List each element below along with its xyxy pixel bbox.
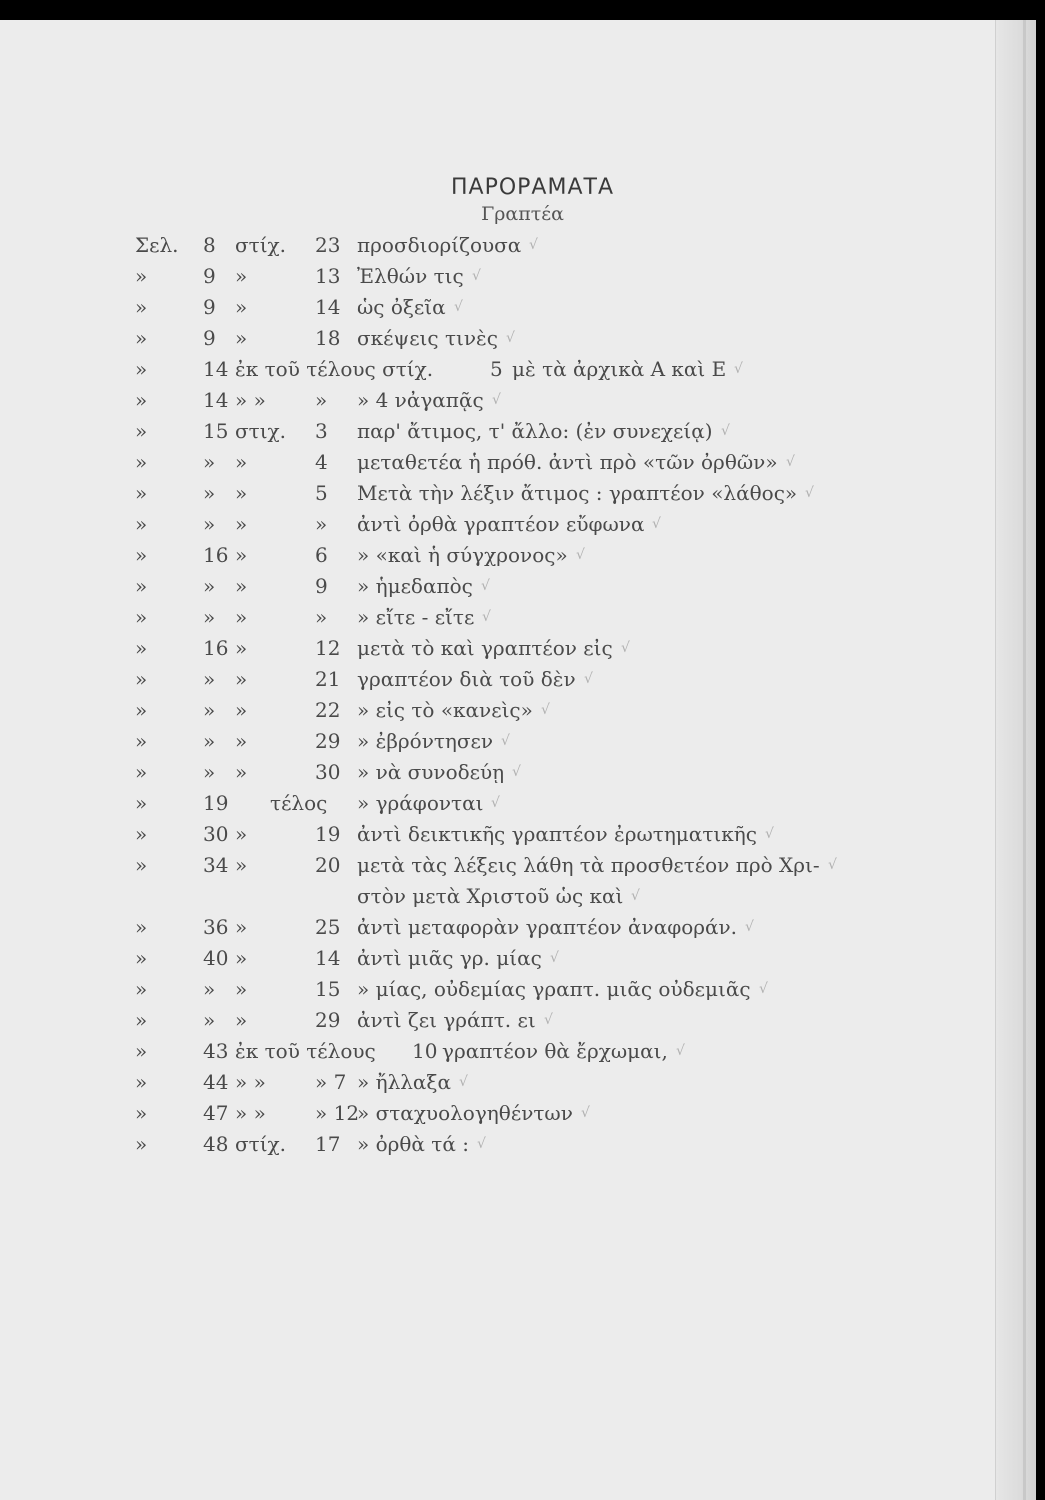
errata-col-c3: » » [235, 388, 266, 412]
errata-col-c1: » [135, 512, 148, 536]
errata-correction: » νὰ συνοδεύῃ [357, 760, 505, 784]
errata-col-c2: » [203, 512, 216, 536]
errata-col-c1: » [135, 853, 148, 877]
errata-correction: σκέψεις τινὲς [357, 326, 498, 350]
errata-row [0, 943, 1045, 974]
errata-col-c3: » [235, 1008, 248, 1032]
errata-row [0, 478, 1045, 509]
errata-col-c4: » 7 [315, 1070, 347, 1094]
errata-col-c1: » [135, 1132, 148, 1156]
errata-col-c2: 36 [203, 915, 229, 939]
errata-col-c3: » [235, 574, 248, 598]
check-mark-icon: √ [676, 1043, 685, 1059]
errata-col-c2: 14 [203, 388, 229, 412]
errata-row [0, 447, 1045, 478]
errata-col-c3: στίχ. [235, 233, 287, 257]
errata-col-c4: 9 [315, 574, 328, 598]
errata-correction: Μετὰ τὴν λέξιν ἄτιμος : γραπτέον «λάθος» [357, 481, 798, 505]
errata-col-c1: » [135, 1070, 148, 1094]
errata-col-c3: τέλος [270, 791, 328, 815]
errata-col-c3: » » [235, 1101, 266, 1125]
errata-row [0, 509, 1045, 540]
errata-col-c4: 4 [315, 450, 328, 474]
check-mark-icon: √ [491, 795, 500, 811]
errata-col-c1: » [135, 729, 148, 753]
errata-col-c2: 30 [203, 822, 229, 846]
errata-row [0, 292, 1045, 323]
errata-correction: » 4 νἀγαπᾷς [357, 388, 484, 412]
errata-col-c3: ἐκ τοῦ τέλους [235, 1039, 376, 1063]
errata-correction: παρ' ἄτιμος, τ' ἄλλο: (ἐν συνεχείᾳ) [357, 419, 713, 443]
errata-row [0, 602, 1045, 633]
errata-col-c3: » [235, 326, 248, 350]
errata-col-c4: 22 [315, 698, 341, 722]
errata-col-c1: » [135, 574, 148, 598]
check-mark-icon: √ [576, 547, 585, 563]
errata-col-c1: » [135, 1101, 148, 1125]
errata-row [0, 912, 1045, 943]
errata-col-c3: στιχ. [235, 419, 287, 443]
errata-col-c2: 9 [203, 326, 216, 350]
errata-col-c3: » [235, 605, 248, 629]
errata-col-c3: » [235, 760, 248, 784]
errata-col-c1: » [135, 698, 148, 722]
errata-row [0, 726, 1045, 757]
errata-row [0, 664, 1045, 695]
check-mark-icon: √ [544, 1012, 553, 1028]
errata-col-c2: 19 [203, 791, 229, 815]
errata-col-c4: 14 [315, 295, 341, 319]
errata-col-c4: 29 [315, 1008, 341, 1032]
errata-correction: » «καὶ ἡ σύγχρονος» [357, 543, 568, 567]
errata-col-c2: 15 [203, 419, 229, 443]
errata-col-c4: 12 [315, 636, 341, 660]
check-mark-icon: √ [734, 361, 743, 377]
errata-col-c4: 3 [315, 419, 328, 443]
errata-correction: προσδιορίζουσα [357, 233, 522, 257]
errata-correction: ὡς ὀξεῖα [357, 295, 446, 319]
errata-col-c4: 10 [412, 1039, 438, 1063]
errata-list [0, 230, 1045, 1230]
errata-col-c4: 17 [315, 1132, 341, 1156]
errata-col-c3: » [235, 946, 248, 970]
errata-col-c3: » [235, 977, 248, 1001]
errata-col-c2: » [203, 667, 216, 691]
errata-row [0, 571, 1045, 602]
errata-col-c4: 18 [315, 326, 341, 350]
check-mark-icon: √ [631, 888, 640, 904]
errata-col-c1: » [135, 1039, 148, 1063]
errata-col-c2: » [203, 760, 216, 784]
errata-row [0, 354, 1045, 385]
errata-col-c2: 43 [203, 1039, 229, 1063]
errata-row [0, 850, 1045, 881]
errata-col-c1: » [135, 264, 148, 288]
errata-col-c3: » [235, 450, 248, 474]
errata-subtitle: Γραπτέα [481, 203, 564, 225]
errata-col-c4: 13 [315, 264, 341, 288]
check-mark-icon: √ [652, 516, 661, 532]
errata-col-c2: 9 [203, 295, 216, 319]
errata-col-c3: » [235, 915, 248, 939]
errata-correction: Ἐλθών τις [357, 264, 464, 288]
errata-correction: γραπτέον θὰ ἔρχωμαι, [442, 1039, 668, 1063]
errata-col-c3: » [235, 295, 248, 319]
errata-col-c4: » [315, 512, 328, 536]
errata-row [0, 1067, 1045, 1098]
errata-correction: μετὰ τὸ καὶ γραπτέον εἰς [357, 636, 613, 660]
errata-correction: » μίας, οὐδεμίας γραπτ. μιᾶς οὐδεμιᾶς [357, 977, 751, 1001]
errata-col-c2: 8 [203, 233, 216, 257]
check-mark-icon: √ [492, 392, 501, 408]
errata-col-c4: 6 [315, 543, 328, 567]
errata-col-c1: » [135, 605, 148, 629]
errata-row [0, 323, 1045, 354]
errata-correction: μὲ τὰ ἀρχικὰ Α καὶ Ε [512, 357, 727, 381]
errata-row [0, 974, 1045, 1005]
errata-col-c1: » [135, 543, 148, 567]
errata-col-c1: » [135, 977, 148, 1001]
check-mark-icon: √ [745, 919, 754, 935]
check-mark-icon: √ [621, 640, 630, 656]
errata-row [0, 819, 1045, 850]
errata-col-c2: » [203, 977, 216, 1001]
errata-col-c4: 15 [315, 977, 341, 1001]
errata-col-c4: 30 [315, 760, 341, 784]
errata-title: ΠΑΡΟΡΑΜΑΤΑ [450, 175, 614, 200]
check-mark-icon: √ [459, 1074, 468, 1090]
errata-row [0, 230, 1045, 261]
errata-correction: » εἴτε - εἴτε [357, 605, 475, 629]
check-mark-icon: √ [550, 950, 559, 966]
errata-col-c4: » [315, 388, 328, 412]
errata-correction: μεταθετέα ἡ πρόθ. ἀντὶ πρὸ «τῶν ὀρθῶν» [357, 450, 778, 474]
errata-col-c1: » [135, 667, 148, 691]
errata-col-c2: » [203, 698, 216, 722]
errata-correction: » ὀρθὰ τά : [357, 1132, 469, 1156]
errata-correction: » ἤλλαξα [357, 1070, 451, 1094]
errata-col-c1: Σελ. [135, 233, 179, 257]
errata-correction: » εἰς τὸ «κανεὶς» [357, 698, 533, 722]
errata-row [0, 788, 1045, 819]
check-mark-icon: √ [765, 826, 774, 842]
errata-col-c1: » [135, 326, 148, 350]
errata-correction: ἀντὶ ὀρθὰ γραπτέον εὔφωνα [357, 512, 645, 536]
errata-correction: » γράφονται [357, 791, 484, 815]
errata-col-c2: 48 [203, 1132, 229, 1156]
errata-col-c2: 16 [203, 543, 229, 567]
check-mark-icon: √ [828, 857, 837, 873]
errata-col-c1: » [135, 1008, 148, 1032]
errata-col-c1: » [135, 481, 148, 505]
check-mark-icon: √ [786, 454, 795, 470]
errata-correction: » ἡμεδαπὸς [357, 574, 473, 598]
errata-col-c1: » [135, 636, 148, 660]
errata-col-c2: » [203, 481, 216, 505]
errata-col-c4: 5 [490, 357, 503, 381]
errata-col-c2: » [203, 574, 216, 598]
errata-col-c3: » [235, 512, 248, 536]
errata-col-c1: » [135, 791, 148, 815]
errata-col-c4: 29 [315, 729, 341, 753]
errata-col-c1: » [135, 419, 148, 443]
errata-col-c3: » [235, 853, 248, 877]
errata-row [0, 416, 1045, 447]
errata-col-c2: » [203, 729, 216, 753]
errata-col-c4: » [315, 605, 328, 629]
errata-row [0, 261, 1045, 292]
errata-col-c4: 25 [315, 915, 341, 939]
errata-col-c1: » [135, 357, 148, 381]
check-mark-icon: √ [541, 702, 550, 718]
errata-col-c1: » [135, 915, 148, 939]
errata-col-c3: » [235, 481, 248, 505]
errata-col-c2: 16 [203, 636, 229, 660]
errata-col-c4: » 12 [315, 1101, 360, 1125]
errata-col-c2: » [203, 450, 216, 474]
errata-correction: ἀντὶ μιᾶς γρ. μίας [357, 946, 542, 970]
errata-col-c2: » [203, 605, 216, 629]
errata-correction: ἀντὶ ζει γράπτ. ει [357, 1008, 536, 1032]
errata-col-c3: » [235, 667, 248, 691]
errata-col-c4: 21 [315, 667, 341, 691]
errata-row [0, 1036, 1045, 1067]
errata-row [0, 385, 1045, 416]
errata-correction: γραπτέον διὰ τοῦ δὲν [357, 667, 576, 691]
check-mark-icon: √ [721, 423, 730, 439]
check-mark-icon: √ [481, 578, 490, 594]
errata-col-c4: 5 [315, 481, 328, 505]
errata-row [0, 881, 1045, 912]
errata-col-c2: 47 [203, 1101, 229, 1125]
errata-col-c2: 9 [203, 264, 216, 288]
check-mark-icon: √ [512, 764, 521, 780]
errata-col-c2: » [203, 1008, 216, 1032]
errata-col-c3: » » [235, 1070, 266, 1094]
errata-row [0, 757, 1045, 788]
check-mark-icon: √ [805, 485, 814, 501]
errata-col-c1: » [135, 946, 148, 970]
check-mark-icon: √ [584, 671, 593, 687]
check-mark-icon: √ [501, 733, 510, 749]
errata-col-c2: 34 [203, 853, 229, 877]
errata-col-c1: » [135, 388, 148, 412]
errata-col-c3: » [235, 698, 248, 722]
check-mark-icon: √ [506, 330, 515, 346]
errata-col-c2: 40 [203, 946, 229, 970]
errata-row [0, 1129, 1045, 1160]
check-mark-icon: √ [454, 299, 463, 315]
errata-correction: » σταχυολογηθέντων [357, 1101, 573, 1125]
errata-correction: ἀντὶ μεταφορὰν γραπτέον ἀναφοράν. [357, 915, 738, 939]
errata-row [0, 540, 1045, 571]
errata-col-c3: » [235, 264, 248, 288]
errata-col-c4: 14 [315, 946, 341, 970]
errata-col-c3: » [235, 636, 248, 660]
errata-col-c4: 20 [315, 853, 341, 877]
errata-col-c1: » [135, 822, 148, 846]
errata-row [0, 695, 1045, 726]
errata-correction: » ἐβρόντησεν [357, 729, 494, 753]
errata-col-c4: 23 [315, 233, 341, 257]
check-mark-icon: √ [581, 1105, 590, 1121]
errata-col-c3: » [235, 543, 248, 567]
errata-col-c1: » [135, 295, 148, 319]
errata-col-c3: » [235, 729, 248, 753]
check-mark-icon: √ [482, 609, 491, 625]
errata-col-c1: » [135, 760, 148, 784]
errata-col-c4: 19 [315, 822, 341, 846]
check-mark-icon: √ [759, 981, 768, 997]
errata-correction: μετὰ τὰς λέξεις λάθη τὰ προσθετέον πρὸ Χρι- [357, 853, 820, 877]
errata-row [0, 1098, 1045, 1129]
errata-col-c2: 14 [203, 357, 229, 381]
errata-row [0, 1005, 1045, 1036]
check-mark-icon: √ [477, 1136, 486, 1152]
check-mark-icon: √ [529, 237, 538, 253]
errata-correction: στὸν μετὰ Χριστοῦ ὡς καὶ [357, 884, 624, 908]
errata-row [0, 633, 1045, 664]
errata-col-c3: » [235, 822, 248, 846]
check-mark-icon: √ [472, 268, 481, 284]
errata-col-c2: 44 [203, 1070, 229, 1094]
errata-correction: ἀντὶ δεικτικῆς γραπτέον ἐρωτηματικῆς [357, 822, 757, 846]
errata-col-c3: ἐκ τοῦ τέλους στίχ. [235, 357, 434, 381]
errata-col-c1: » [135, 450, 148, 474]
errata-col-c3: στίχ. [235, 1132, 287, 1156]
